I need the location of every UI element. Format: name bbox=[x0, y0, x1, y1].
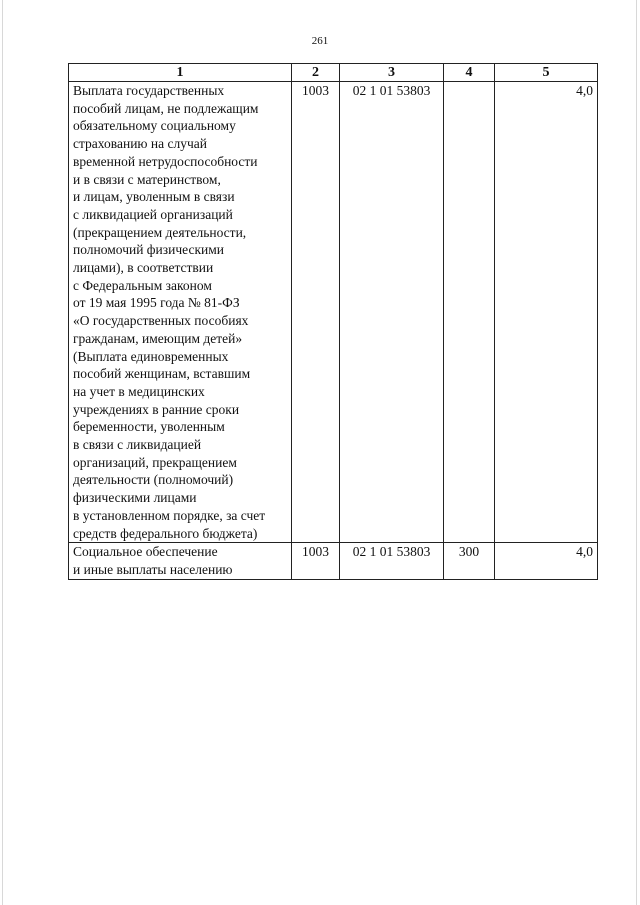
description-line: на учет в медицинских bbox=[73, 383, 205, 399]
column-header-1: 1 bbox=[69, 64, 292, 82]
description-line: и в связи с материнством, bbox=[73, 171, 221, 187]
row-target-code: 02 1 01 53803 bbox=[340, 82, 444, 543]
description-line: пособий лицам, не подлежащим bbox=[73, 100, 259, 116]
description-line: в установленном порядке, за счет bbox=[73, 507, 266, 523]
row-section-code: 1003 bbox=[292, 82, 340, 543]
description-line: полномочий физическими bbox=[73, 242, 224, 258]
table-row bbox=[69, 543, 598, 579]
description-line: Выплата государственных bbox=[73, 83, 225, 98]
description-line: страхованию на случай bbox=[73, 136, 207, 152]
table-header-row bbox=[69, 64, 598, 82]
row-amount: 4,0 bbox=[495, 543, 598, 579]
description-line: лицами), в соответствии bbox=[73, 260, 214, 276]
row-section-code: 1003 bbox=[292, 543, 340, 579]
description-line: (прекращением деятельности, bbox=[73, 224, 247, 240]
description-line: и лицам, уволенным в связи bbox=[73, 189, 235, 205]
column-header-3: 3 bbox=[340, 64, 444, 82]
description-line: и иные выплаты населению bbox=[73, 561, 233, 577]
column-header-2: 2 bbox=[292, 64, 340, 82]
row-description bbox=[69, 543, 292, 579]
page-number: 261 bbox=[311, 35, 329, 47]
description-line: Социальное обеспечение bbox=[73, 544, 218, 560]
row-amount: 4,0 bbox=[495, 82, 598, 543]
row-expense-type bbox=[444, 82, 495, 543]
description-line: с Федеральным законом bbox=[73, 277, 212, 293]
description-line: в связи с ликвидацией bbox=[73, 437, 202, 453]
row-target-code: 02 1 01 53803 bbox=[340, 543, 444, 579]
description-line: гражданам, имеющим детей» bbox=[73, 330, 243, 346]
description-line: средств федерального бюджета) bbox=[73, 525, 258, 541]
description-line: деятельности (полномочий) bbox=[73, 472, 234, 488]
row-expense-type: 300 bbox=[444, 543, 495, 579]
description-line: пособий женщинам, вставшим bbox=[73, 366, 251, 382]
table-row bbox=[69, 82, 598, 543]
description-line: обязательному социальному bbox=[73, 118, 236, 134]
scan-edge-left bbox=[2, 0, 3, 905]
row-description bbox=[69, 82, 292, 543]
table-body bbox=[69, 82, 598, 580]
column-header-4: 4 bbox=[444, 64, 495, 82]
description-line: (Выплата единовременных bbox=[73, 348, 229, 364]
description-line: физическими лицами bbox=[73, 490, 197, 506]
column-header-5: 5 bbox=[495, 64, 598, 82]
description-line: временной нетрудоспособности bbox=[73, 153, 258, 169]
scan-edge-right bbox=[636, 0, 637, 905]
description-line: от 19 мая 1995 года № 81-ФЗ bbox=[73, 295, 240, 311]
description-line: беременности, уволенным bbox=[73, 419, 225, 435]
budget-table bbox=[68, 63, 598, 580]
description-line: организаций, прекращением bbox=[73, 454, 237, 470]
description-line: учреждениях в ранние сроки bbox=[73, 401, 240, 417]
description-line: «О государственных пособиях bbox=[73, 313, 249, 329]
description-line: с ликвидацией организаций bbox=[73, 206, 233, 222]
